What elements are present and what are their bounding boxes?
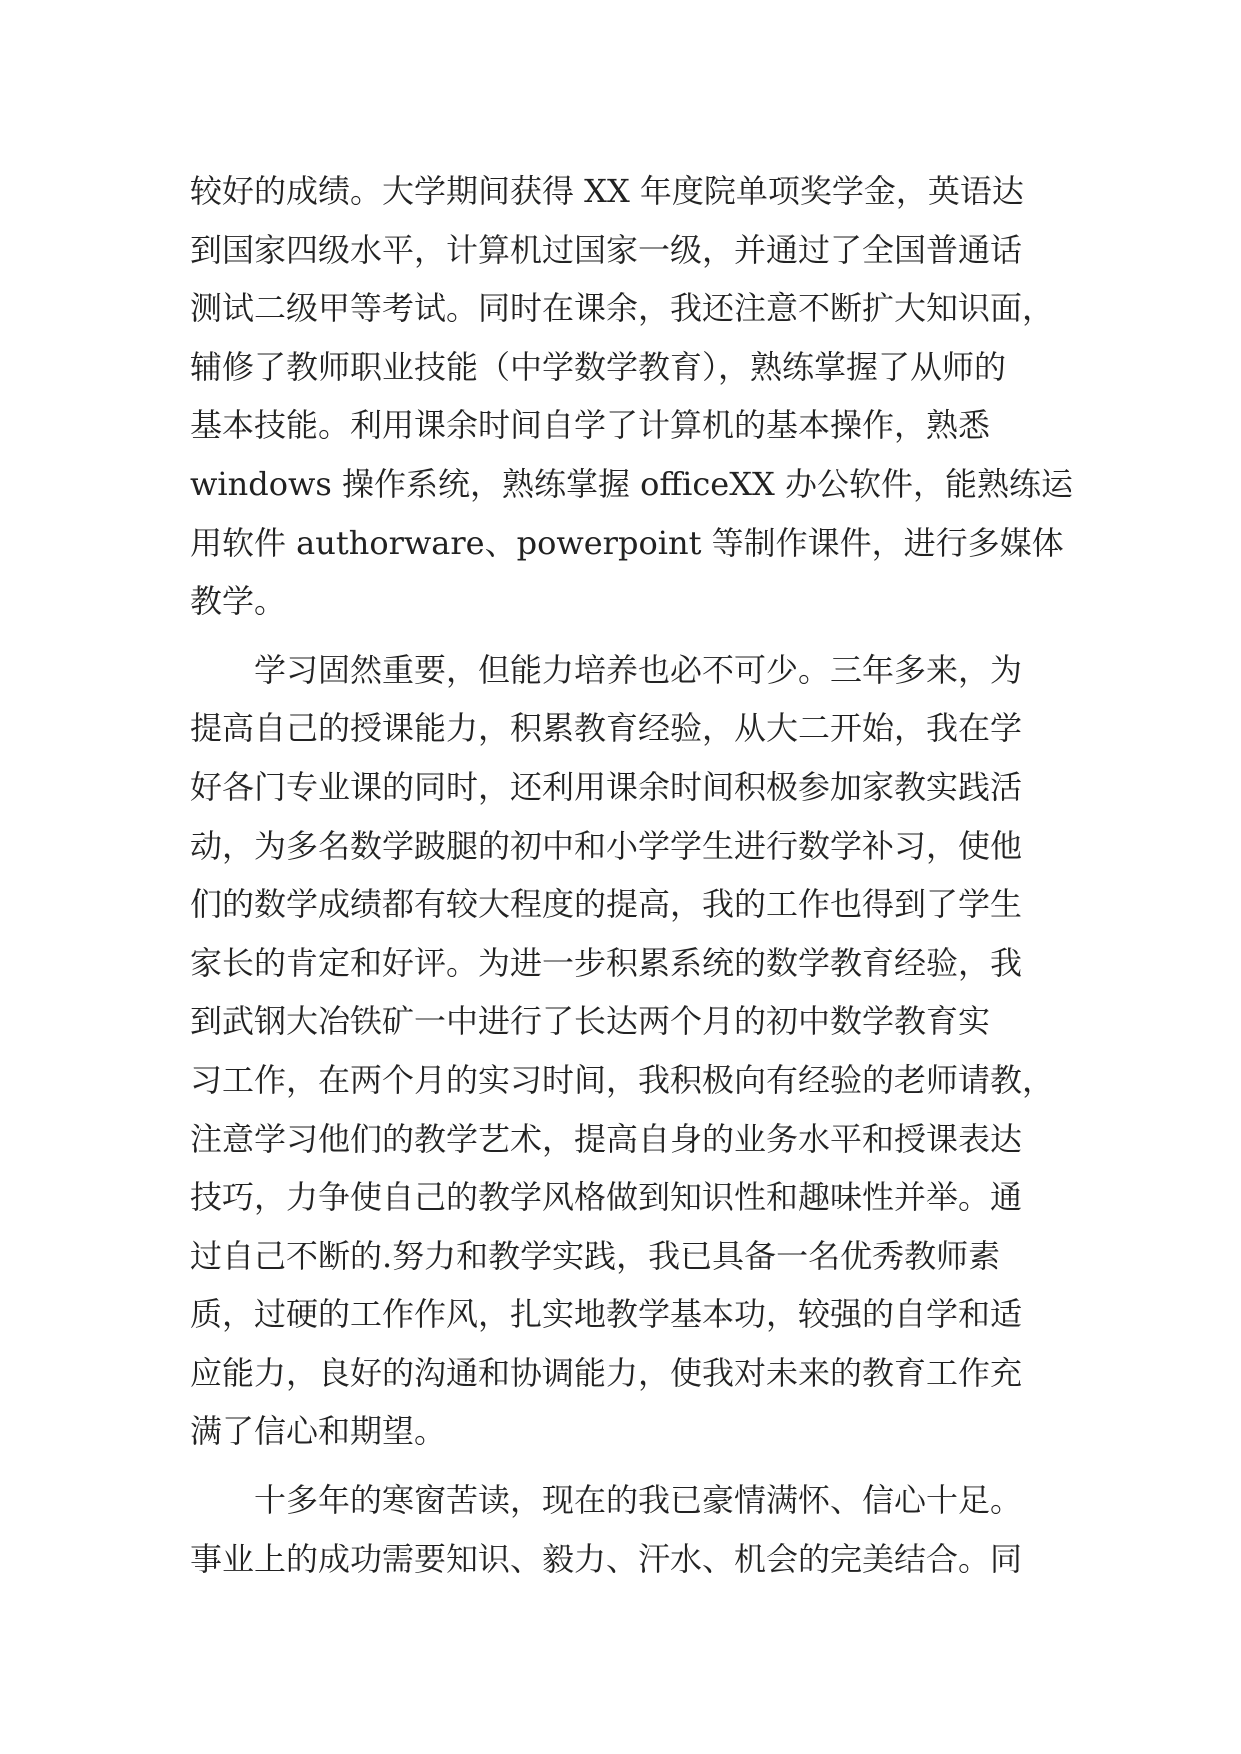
text-line: 过自己不断的.努力和教学实践，我已具备一名优秀教师素 xyxy=(190,1236,1001,1275)
text-line: 技巧，力争使自己的教学风格做到知识性和趣味性并举。通 xyxy=(190,1178,1023,1217)
text-line: 到国家四级水平，计算机过国家一级，并通过了全国普通话 xyxy=(190,230,1023,269)
paragraph-1 xyxy=(190,162,1073,631)
body-text xyxy=(190,162,1073,1588)
text-line: 基本技能。利用课余时间自学了计算机的基本操作，熟悉 xyxy=(190,406,991,445)
text-line: 事业上的成功需要知识、毅力、汗水、机会的完美结合。同 xyxy=(190,1539,1023,1578)
text-line: 辅修了教师职业技能（中学数学教育），熟练掌握了从师的 xyxy=(190,347,1007,386)
text-line: 习工作，在两个月的实习时间，我积极向有经验的老师请教， xyxy=(190,1060,1055,1099)
text-line: 注意学习他们的教学艺术，提高自身的业务水平和授课表达 xyxy=(190,1119,1023,1158)
paragraph-spacing xyxy=(190,1461,1070,1471)
text-line: 质，过硬的工作作风，扎实地教学基本功，较强的自学和适 xyxy=(190,1295,1023,1334)
text-line: 家长的肯定和好评。为进一步积累系统的数学教育经验，我 xyxy=(190,943,1023,982)
text-line: 动，为多名数学跛腿的初中和小学学生进行数学补习，使他 xyxy=(190,826,1023,865)
text-line: 十多年的寒窗苦读，现在的我已豪情满怀、信心十足。 xyxy=(190,1481,1023,1520)
text-line: 学习固然重要，但能力培养也必不可少。三年多来，为 xyxy=(190,650,1023,689)
text-line: windows 操作系统，熟练掌握 officeXX 办公软件，能熟练运 xyxy=(190,464,1073,503)
text-line: 满了信心和期望。 xyxy=(190,1412,447,1451)
text-line: 提高自己的授课能力，积累教育经验，从大二开始，我在学 xyxy=(190,709,1023,748)
text-line: 较好的成绩。大学期间获得 XX 年度院单项奖学金，英语达 xyxy=(190,172,1024,210)
paragraph-3 xyxy=(190,1471,1070,1588)
text-line: 们的数学成绩都有较大程度的提高，我的工作也得到了学生 xyxy=(190,885,1023,924)
text-line: 好各门专业课的同时，还利用课余时间积极参加家教实践活 xyxy=(190,767,1023,806)
text-line: 应能力，良好的沟通和协调能力，使我对未来的教育工作充 xyxy=(190,1353,1023,1392)
text-line: 测试二级甲等考试。同时在课余，我还注意不断扩大知识面， xyxy=(190,289,1055,328)
text-line: 到武钢大冶铁矿一中进行了长达两个月的初中数学教育实 xyxy=(190,1002,991,1041)
text-line: 教学。 xyxy=(190,582,287,621)
text-line: 用软件 authorware、powerpoint 等制作课件，进行多媒体 xyxy=(190,523,1064,562)
paragraph-2 xyxy=(190,641,1070,1461)
paragraph-spacing xyxy=(190,631,1070,641)
